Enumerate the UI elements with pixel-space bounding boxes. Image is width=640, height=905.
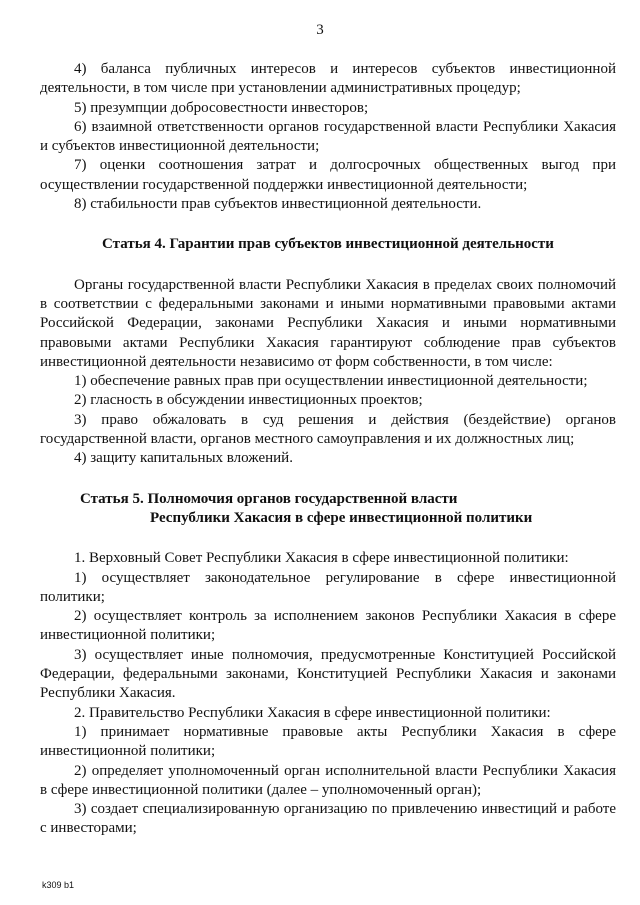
article5-title-line2: Республики Хакасия в сфере инвестиционной политики bbox=[150, 509, 533, 526]
list-item: 8) стабильности прав субъектов инвестиционной деятельности. bbox=[74, 196, 482, 213]
list-item: 3) создает специализированную организацию по привлечению инвестиций и работе с инвесторами; bbox=[40, 801, 616, 837]
article4-body bbox=[40, 276, 616, 469]
article5-title bbox=[40, 490, 616, 529]
article4-title: Статья 4. Гарантии прав субъектов инвестиционной деятельности bbox=[102, 236, 554, 253]
top-items-list bbox=[40, 60, 616, 214]
list-item: 1) осуществляет законодательное регулирование в сфере инвестиционной политики; bbox=[40, 569, 616, 605]
list-item: 2) определяет уполномоченный орган исполнительной власти Республики Хакасия в сфере инвестиционной политики (далее – уполномоченный орган); bbox=[40, 762, 616, 798]
list-item: 1) принимает нормативные правовые акты Республики Хакасия в сфере инвестиционной политики; bbox=[40, 723, 616, 760]
page-number: 3 bbox=[316, 22, 324, 38]
list-item: 3) право обжаловать в суд решения и действия (бездействие) органов государственной власти, органов местного самоуправления и их должностных лиц; bbox=[40, 411, 616, 448]
list-item: 7) оценки соотношения затрат и долгосрочных общественных выгод при осуществлении государственной поддержки инвестиционной деятельности; bbox=[40, 157, 616, 193]
list-item: 2) осуществляет контроль за исполнением законов Республики Хакасия в сфере инвестиционной политики; bbox=[40, 608, 616, 644]
list-item: 4) защиту капитальных вложений. bbox=[74, 450, 293, 467]
article5-section2-heading: 2. Правительство Республики Хакасия в сфере инвестиционной политики: bbox=[74, 704, 551, 721]
list-item: 1) обеспечение равных прав при осуществлении инвестиционной деятельности; bbox=[74, 373, 588, 390]
article5-body bbox=[40, 549, 616, 838]
list-item: 4) баланса публичных интересов и интересов субъектов инвестиционной деятельности, в том числе при установлении административных процедур; bbox=[40, 61, 616, 97]
list-item: 6) взаимной ответственности органов государственной власти Республики Хакасия и субъектов инвестиционной деятельности; bbox=[40, 118, 616, 155]
list-item: 5) презумпции добросовестности инвесторов; bbox=[74, 99, 369, 116]
list-item: 2) гласность в обсуждении инвестиционных проектов; bbox=[74, 392, 423, 409]
document-body bbox=[40, 60, 616, 839]
document-code: k309 b1 bbox=[42, 880, 75, 890]
article5-section1-heading: 1. Верховный Совет Республики Хакасия в сфере инвестиционной политики: bbox=[74, 550, 569, 567]
list-item: 3) осуществляет иные полномочия, предусмотренные Конституцией Российской Федерации, федеральными законами, Конституцией Республики Хакасия и законами Республики Хакасия. bbox=[40, 646, 616, 702]
article5-title-line1: Статья 5. Полномочия органов государственной власти bbox=[80, 490, 458, 507]
article4-intro: Органы государственной власти Республики Хакасия в пределах своих полномочий в соответствии с федеральными законами и иными нормативными правовыми актами Российской Федерации, законами Республики Хакасия и иными нормативными правовыми актами Республики Хакасия гарантируют соблюдение прав субъектов инвестиционной деятельности независимо от форм собственности, в том числе: bbox=[40, 276, 616, 370]
